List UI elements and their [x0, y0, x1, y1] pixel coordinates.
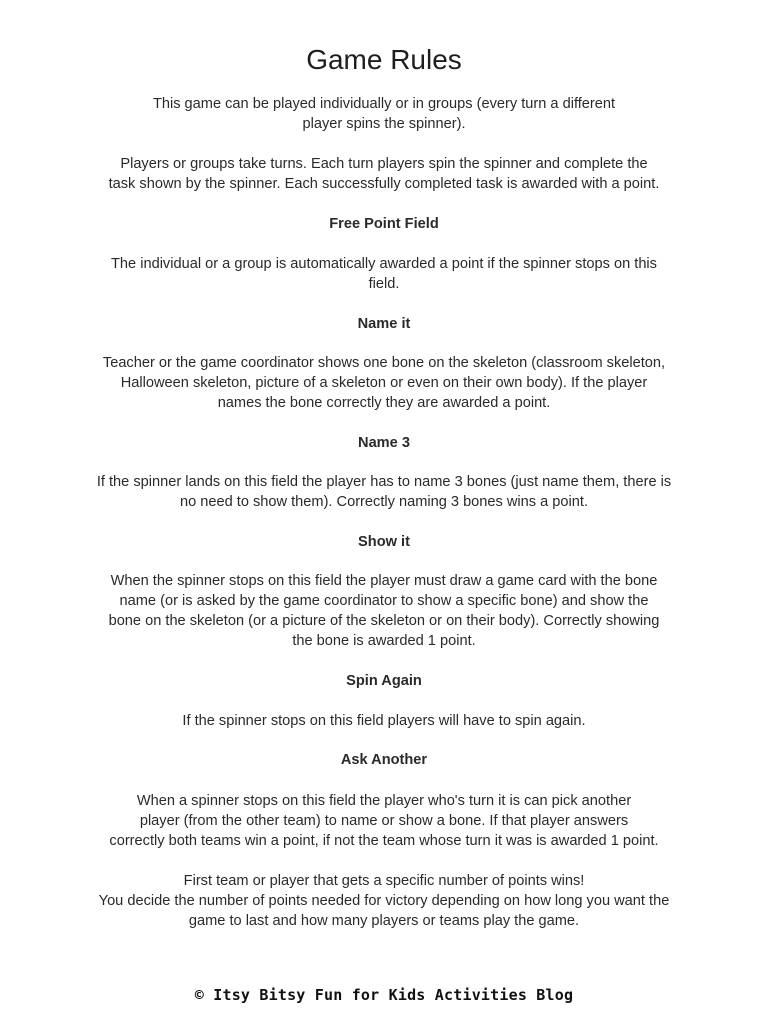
turns-line: Players or groups take turns. Each turn players spin the spinner and complete the [120, 156, 648, 172]
section-text-spin-again [50, 711, 718, 731]
section-line: names the bone correctly they are awarded a point. [217, 395, 551, 411]
turns-paragraph [50, 154, 718, 194]
section-line: When a spinner stops on this field the player who's turn it is can pick another [136, 793, 632, 809]
section-line: no need to show them). Correctly naming 3 bones wins a point. [179, 494, 589, 510]
section-text-ask-another [50, 791, 718, 851]
section-heading-name-it: Name it [357, 316, 411, 332]
section-line: Teacher or the game coordinator shows one bone on the skeleton (classroom skeleton, [102, 355, 666, 371]
section-text-name-it [50, 353, 718, 413]
section-text-show-it [50, 571, 718, 651]
section-heading-name-3: Name 3 [358, 435, 410, 451]
section-line: bone on the skeleton (or a picture of the skeleton or on their body). Correctly showing [108, 613, 660, 629]
section-heading-ask-another: Ask Another [340, 752, 428, 768]
section-line: If the spinner stops on this field players will have to spin again. [182, 713, 586, 729]
section-text-free-point-field [50, 254, 718, 294]
section-line: name (or is asked by the game coordinator to show a specific bone) and show the [119, 593, 649, 609]
closing-line: game to last and how many players or teams play the game. [188, 913, 580, 929]
intro-paragraph [50, 94, 718, 134]
section-line: Halloween skeleton, picture of a skeleton or even on their own body). If the player [120, 375, 648, 391]
section-heading-show-it: Show it [358, 534, 410, 550]
section-line: player (from the other team) to name or show a bone. If that player answers [139, 813, 629, 829]
section-heading-free-point-field: Free Point Field [329, 216, 439, 232]
section-line: field. [368, 276, 400, 292]
turns-line: task shown by the spinner. Each successfully completed task is awarded with a point. [108, 176, 660, 192]
section-line: If the spinner lands on this field the player has to name 3 bones (just name them, there is [96, 474, 672, 490]
section-text-name-3 [50, 472, 718, 512]
closing-paragraph [50, 871, 718, 931]
intro-line: player spins the spinner). [302, 116, 466, 132]
closing-line: You decide the number of points needed for victory depending on how long you want the [98, 893, 670, 909]
closing-line: First team or player that gets a specific number of points wins! [183, 873, 585, 889]
intro-line: This game can be played individually or in groups (every turn a different [152, 96, 616, 112]
page-title: Game Rules [306, 44, 462, 75]
section-line: correctly both teams win a point, if not the team whose turn it was is awarded 1 point. [109, 833, 659, 849]
copyright-footer: © Itsy Bitsy Fun for Kids Activities Blog [194, 986, 574, 1004]
section-line: The individual or a group is automatically awarded a point if the spinner stops on this [111, 256, 657, 272]
section-line: When the spinner stops on this field the player must draw a game card with the bone [110, 573, 658, 589]
section-heading-spin-again: Spin Again [346, 673, 422, 689]
section-line: the bone is awarded 1 point. [292, 633, 476, 649]
